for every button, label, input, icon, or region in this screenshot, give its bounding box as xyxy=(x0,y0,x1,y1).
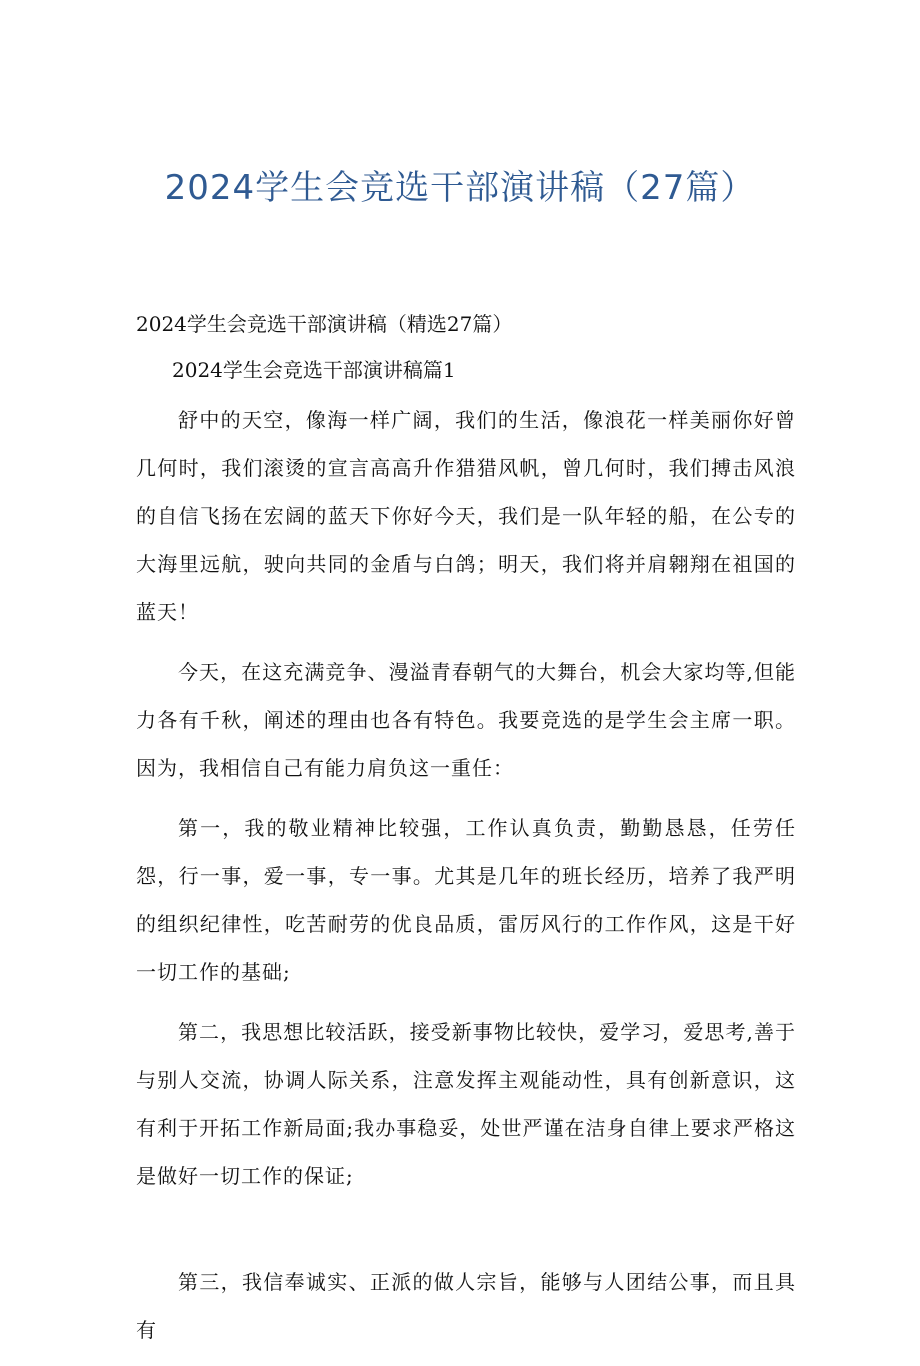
document-subtitle: 2024学生会竞选干部演讲稿（精选27篇） xyxy=(136,312,513,336)
paragraph-3: 第一，我的敬业精神比较强，工作认真负责，勤勤恳恳，任劳任怨，行一事，爱一事，专一事。尤其是几年的班长经历，培养了我严明的组织纪律性，吃苦耐劳的优良品质，雷厉风行的工作作风，这是干好一切工作的基础; xyxy=(136,816,796,984)
section-heading: 2024学生会竞选干部演讲稿篇1 xyxy=(172,358,456,382)
paragraph-4: 第二，我思想比较活跃，接受新事物比较快，爱学习，爱思考,善于与别人交流，协调人际关系，注意发挥主观能动性，具有创新意识，这有利于开拓工作新局面;我办事稳妥，处世严谨在洁身自律上要求严格这是做好一切工作的保证; xyxy=(136,1020,796,1188)
paragraph-2: 今天，在这充满竞争、漫溢青春朝气的大舞台，机会大家均等,但能力各有千秋，阐述的理由也各有特色。我要竞选的是学生会主席一职。因为，我相信自己有能力肩负这一重任： xyxy=(136,660,796,780)
document-body xyxy=(136,308,796,1366)
document-title: 2024学生会竞选干部演讲稿（27篇） xyxy=(164,168,756,208)
paragraph-5: 第三，我信奉诚实、正派的做人宗旨，能够与人团结公事，而且具有 xyxy=(136,1270,796,1342)
paragraph-1: 舒中的天空，像海一样广阔，我们的生活，像浪花一样美丽你好曾几何时，我们滚烫的宣言高高升作猎猎风帆，曾几何时，我们搏击风浪的自信飞扬在宏阔的蓝天下你好今天，我们是一队年轻的船，在公专的大海里远航，驶向共同的金盾与白鸽；明天，我们将并肩翱翔在祖国的蓝天！ xyxy=(136,408,796,624)
